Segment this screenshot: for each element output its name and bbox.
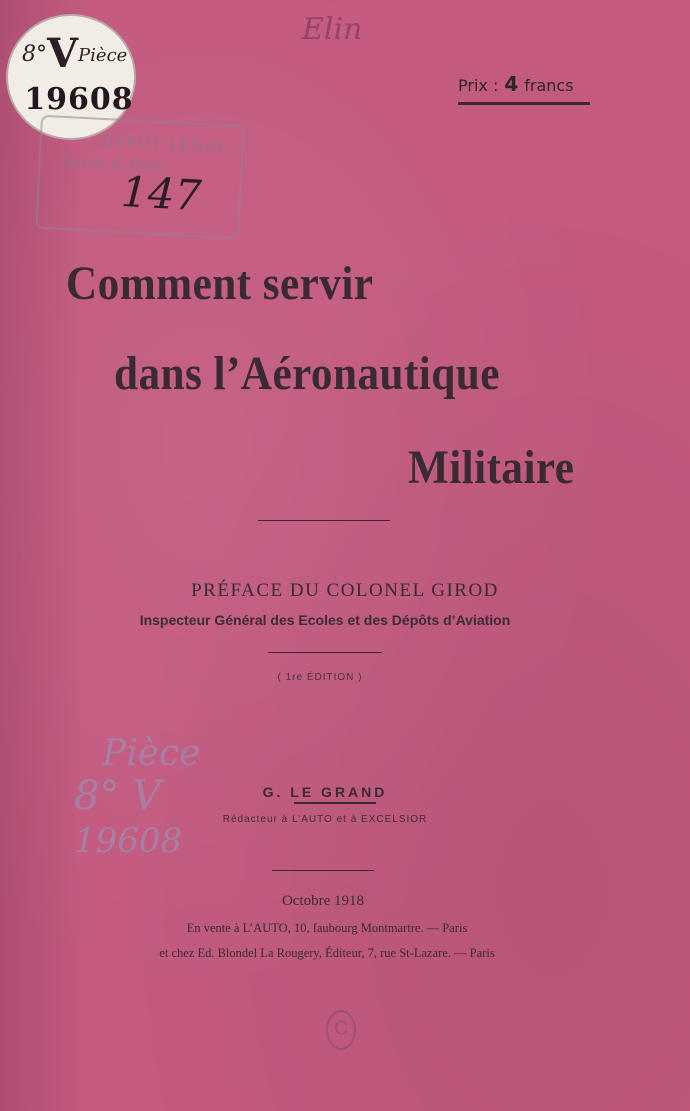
legal-deposit-stamp — [35, 115, 245, 240]
handwritten-line-1: Pièce — [102, 733, 201, 774]
legal-stamp-line-1: DÉPÔT LÉGAL — [101, 131, 229, 157]
title-line-1: Comment servir — [66, 257, 374, 310]
author-role: Rédacteur à L’AUTO et à EXCELSIOR — [222, 814, 428, 825]
stamp-suffix: Pièce — [78, 45, 128, 66]
preface-subtitle: Inspecteur Général des Ecoles et des Dépôts d’Aviation — [139, 612, 511, 628]
legal-stamp-line-2: Seine & Oise — [62, 153, 165, 176]
sale-info-line-1: En vente à L’AUTO, 10, faubourg Montmartre. — Paris — [186, 921, 468, 935]
title-line-3: Militaire — [408, 441, 575, 494]
stamp-letter: V — [47, 30, 79, 77]
stamp-line-1 — [22, 30, 132, 77]
price-amount: 4 — [504, 72, 519, 96]
legal-stamp-number: 147 — [119, 167, 203, 221]
library-seal-icon — [326, 1010, 356, 1050]
price-unit: francs — [524, 76, 574, 95]
stamp-number: 19608 — [24, 82, 134, 117]
sale-info-line-2: et chez Ed. Blondel La Rougery, Éditeur, 7, rue St-Lazare. — Paris — [159, 946, 495, 960]
divider — [272, 870, 374, 871]
author-underline — [294, 802, 376, 804]
handwritten-line-3: 19608 — [74, 821, 183, 861]
publication-date: Octobre 1918 — [281, 893, 365, 909]
handwritten-line-2: 8° V — [74, 773, 162, 819]
seal-letter: C — [334, 1018, 348, 1039]
stamp-prefix: 8° — [22, 42, 47, 67]
edition-label: ( 1re ÉDITION ) — [277, 672, 363, 683]
divider — [268, 652, 382, 653]
author-name: G. LE GRAND — [262, 784, 388, 800]
preface-heading: PRÉFACE DU COLONEL GIROD — [191, 580, 499, 601]
handwritten-name: Elin — [302, 12, 363, 47]
divider — [258, 520, 390, 521]
title-line-2: dans l’Aéronautique — [114, 347, 500, 400]
price-prefix: Prix : — [458, 76, 499, 95]
price-label — [458, 72, 590, 105]
